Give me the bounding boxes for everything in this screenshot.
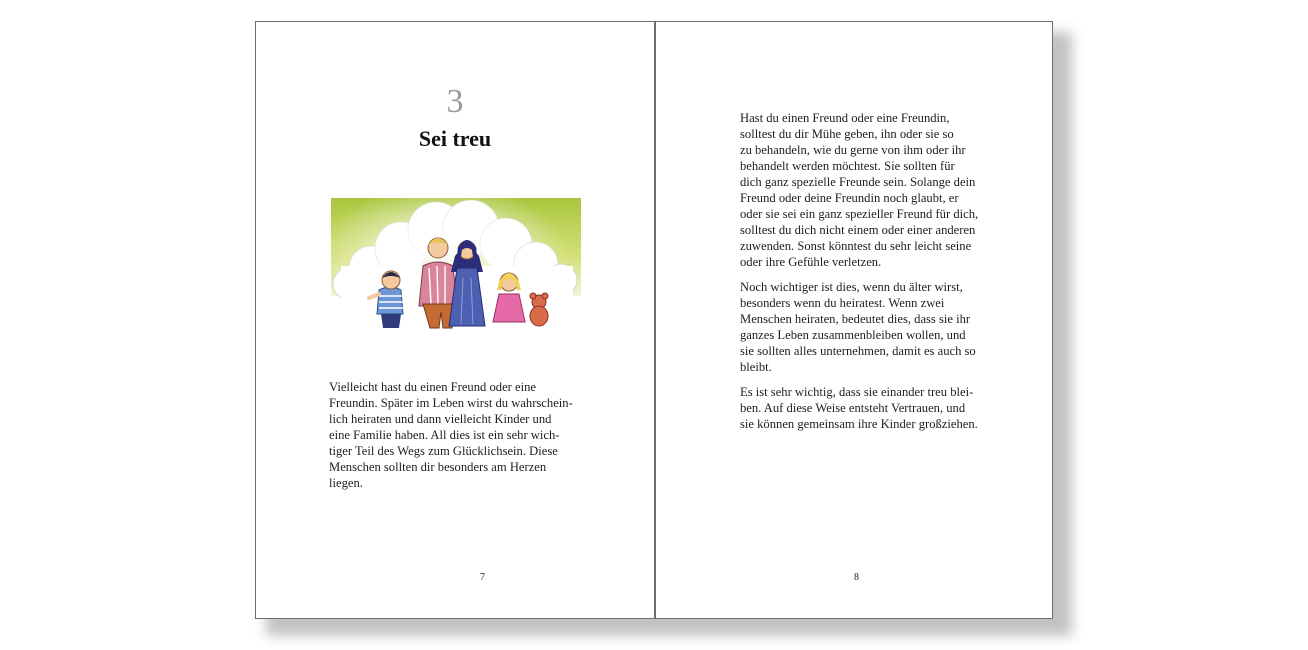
text-line: bleibt.: [740, 360, 772, 374]
text-line: liegen.: [329, 476, 363, 490]
text-line: Freundin. Später im Leben wirst du wahrschein-: [329, 396, 573, 410]
text-line: zu behandeln, wie du gerne von ihm oder ihr: [740, 143, 966, 157]
text-line: dich ganz spezielle Freunde sein. Solange dein: [740, 175, 976, 189]
text-line: solltest du dir Mühe geben, ihn oder sie so: [740, 127, 954, 141]
chapter-title: Sei treu: [418, 126, 492, 151]
paragraph-1: [740, 110, 1005, 270]
text-line: behandelt werden möchtest. Sie sollten für: [740, 159, 955, 173]
text-line: besonders wenn du heiratest. Wenn zwei: [740, 296, 945, 310]
text-line: solltest du dich nicht einem oder einer anderen: [740, 223, 976, 237]
chapter-number: 3: [446, 83, 464, 120]
family-illustration: [331, 198, 581, 332]
paragraph-3: [740, 384, 1005, 432]
text-line: eine Familie haben. All dies ist ein sehr wich-: [329, 428, 560, 442]
left-page: [256, 22, 654, 618]
text-line: Menschen heiraten, bedeutet dies, dass sie ihr: [740, 312, 971, 326]
text-line: oder sie sei ein ganz spezieller Freund für dich,: [740, 207, 979, 221]
text-line: Noch wichtiger ist dies, wenn du älter wirst,: [740, 280, 963, 294]
text-line: oder ihre Gefühle verletzen.: [740, 255, 882, 269]
text-line: zuwenden. Sonst könntest du sehr leicht seine: [740, 239, 972, 253]
chapter-intro-paragraph: [329, 379, 591, 491]
page-number-right: 8: [854, 572, 859, 583]
right-page: [656, 22, 1052, 618]
text-line: ben. Auf diese Weise entsteht Vertrauen, und: [740, 401, 966, 415]
text-line: Menschen sollten dir besonders am Herzen: [329, 460, 547, 474]
text-line: ganzes Leben zusammenbleiben wollen, und: [740, 328, 966, 342]
text-line: lich heiraten und dann vielleicht Kinder und: [329, 412, 552, 426]
text-line: Es ist sehr wichtig, dass sie einander treu blei-: [740, 385, 974, 399]
teddy-bear-figure: [530, 293, 548, 326]
open-book: [255, 21, 1053, 619]
paragraph-2: [740, 279, 1005, 375]
text-line: tiger Teil des Wegs zum Glücklichsein. Diese: [329, 444, 558, 458]
page-number-left: 7: [480, 572, 485, 583]
right-page-text: [740, 110, 1005, 441]
text-line: Vielleicht hast du einen Freund oder eine: [329, 380, 536, 394]
text-line: Freund oder deine Freundin noch glaubt, er: [740, 191, 959, 205]
text-line: Hast du einen Freund oder eine Freundin,: [740, 111, 950, 125]
text-line: sie können gemeinsam ihre Kinder großziehen.: [740, 417, 978, 431]
text-line: sie sollten alles unternehmen, damit es auch so: [740, 344, 976, 358]
